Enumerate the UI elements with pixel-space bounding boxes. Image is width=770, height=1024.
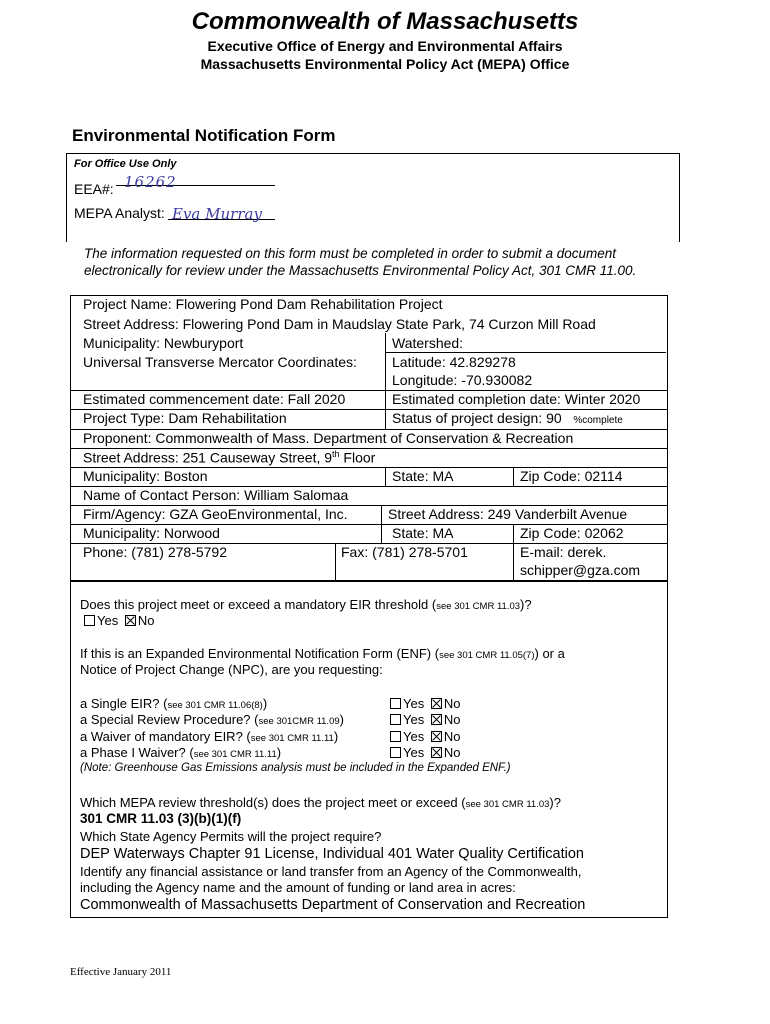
grid-divider: [385, 467, 386, 486]
single-eir-ref: see 301 CMR 11.06(8): [167, 700, 263, 711]
proponent-street-superscript: th: [332, 449, 340, 459]
proponent-street-floor: Floor: [339, 449, 376, 466]
waiver-paren: ): [333, 729, 339, 744]
eir-question: [80, 597, 532, 612]
proponent-street-address[interactable]: [83, 449, 375, 466]
phase1-no-label: No: [443, 745, 461, 760]
firm-state[interactable]: State: MA: [392, 525, 454, 541]
financial-answer[interactable]: Commonwealth of Massachusetts Department of Conservation and Recreation: [80, 897, 586, 913]
eir-no-label: No: [137, 613, 155, 628]
proponent[interactable]: Proponent: Commonwealth of Mass. Department of Conservation & Recreation: [83, 430, 574, 446]
phase1-no-checkbox[interactable]: [431, 747, 442, 758]
project-longitude[interactable]: Longitude: -70.930082: [392, 372, 533, 388]
special-review-answer: [390, 712, 460, 727]
waiver-no-label: No: [443, 729, 461, 744]
enf-question-line-2: Notice of Project Change (NPC), are you requesting:: [80, 662, 383, 677]
waiver-ref: see 301 CMR 11.11: [250, 733, 334, 744]
enf-question-text: If this is an Expanded Environmental Notification Form (ENF) (: [80, 646, 440, 661]
phase1-yes-label: Yes: [403, 745, 425, 760]
commencement-date[interactable]: Estimated commencement date: Fall 2020: [83, 391, 346, 407]
email-line-2[interactable]: schipper@gza.com: [520, 562, 641, 578]
enf-question-ref: see 301 CMR 11.05(7): [439, 650, 535, 661]
grid-divider: [381, 505, 382, 543]
waiver-answer: [390, 729, 460, 744]
special-review-no-label: No: [443, 712, 461, 727]
grid-divider: [385, 352, 666, 353]
threshold-ref: see 301 CMR 11.03: [465, 799, 550, 810]
single-eir-yes-checkbox[interactable]: [390, 698, 401, 709]
single-eir-no-label: No: [443, 696, 461, 711]
contact-person[interactable]: Name of Contact Person: William Salomaa: [83, 487, 349, 503]
threshold-end: )?: [549, 795, 561, 810]
project-street-address[interactable]: Street Address: Flowering Pond Dam in Maudslay State Park, 74 Curzon Mill Road: [83, 316, 596, 332]
enf-question-line-1: [80, 646, 565, 661]
special-review-no-checkbox[interactable]: [431, 714, 442, 725]
waiver-yes-label: Yes: [403, 729, 425, 744]
phase1-yes-checkbox[interactable]: [390, 747, 401, 758]
footer-effective-date: Effective January 2011: [70, 966, 172, 978]
single-eir-paren: ): [262, 696, 268, 711]
permits-answer[interactable]: DEP Waterways Chapter 91 License, Individual 401 Water Quality Certification: [80, 846, 584, 862]
form-title: Environmental Notification Form: [72, 126, 336, 145]
firm-street-address[interactable]: Street Address: 249 Vanderbilt Avenue: [388, 506, 628, 522]
special-review-ref: see 301CMR 11.09: [258, 716, 340, 727]
threshold-text: Which MEPA review threshold(s) does the project meet or exceed (: [80, 795, 466, 810]
proponent-zip[interactable]: Zip Code: 02114: [520, 468, 623, 484]
threshold-question: [80, 795, 561, 810]
project-name[interactable]: Project Name: Flowering Pond Dam Rehabilitation Project: [83, 296, 443, 312]
waiver-question: [80, 729, 338, 744]
analyst-label: MEPA Analyst:: [74, 205, 165, 221]
single-eir-no-checkbox[interactable]: [431, 698, 442, 709]
phone[interactable]: Phone: (781) 278-5792: [83, 544, 227, 560]
intro-line-2: electronically for review under the Massachusetts Environmental Policy Act, 301 CMR 11.00.: [84, 263, 637, 278]
eir-question-ref: see 301 CMR 11.03: [436, 601, 521, 612]
single-eir-text: a Single EIR? (: [80, 696, 168, 711]
fax[interactable]: Fax: (781) 278-5701: [341, 544, 468, 560]
project-type[interactable]: Project Type: Dam Rehabilitation: [83, 410, 287, 426]
grid-divider: [335, 543, 336, 580]
grid-divider: [385, 333, 386, 429]
phase1-answer: [390, 745, 460, 760]
firm-agency[interactable]: Firm/Agency: GZA GeoEnvironmental, Inc.: [83, 506, 348, 522]
utm-label: Universal Transverse Mercator Coordinates:: [83, 354, 357, 370]
grid-divider: [513, 524, 514, 580]
grid-divider: [513, 467, 514, 486]
project-watershed[interactable]: Watershed:: [392, 335, 464, 351]
proponent-state[interactable]: State: MA: [392, 468, 454, 484]
threshold-answer[interactable]: 301 CMR 11.03 (3)(b)(1)(f): [80, 811, 242, 826]
financial-question-line-2: including the Agency name and the amount of funding or land area in acres:: [80, 880, 516, 895]
eir-question-end: )?: [520, 597, 532, 612]
proponent-municipality[interactable]: Municipality: Boston: [83, 468, 208, 484]
waiver-yes-checkbox[interactable]: [390, 731, 401, 742]
mepa-office-name: Massachusetts Environmental Policy Act (MEPA) Office: [200, 56, 570, 72]
enf-question-end: ) or a: [534, 646, 565, 661]
analyst-value[interactable]: Eva Murray: [172, 205, 262, 223]
project-municipality[interactable]: Municipality: Newburyport: [83, 335, 244, 351]
intro-line-1: The information requested on this form must be completed in order to submit a document: [84, 246, 617, 261]
eir-answer: [84, 613, 154, 628]
waiver-text: a Waiver of mandatory EIR? (: [80, 729, 251, 744]
financial-question-line-1: Identify any financial assistance or land transfer from an Agency of the Commonwealth,: [80, 864, 582, 879]
permits-question: Which State Agency Permits will the project require?: [80, 829, 382, 844]
design-status-unit: %complete: [573, 415, 623, 426]
firm-municipality[interactable]: Municipality: Norwood: [83, 525, 220, 541]
page-title: Commonwealth of Massachusetts: [191, 8, 579, 35]
project-latitude[interactable]: Latitude: 42.829278: [392, 354, 516, 370]
eir-yes-label: Yes: [97, 613, 119, 628]
special-review-yes-checkbox[interactable]: [390, 714, 401, 725]
phase1-ref: see 301 CMR 11.11: [193, 749, 277, 760]
email-line-1[interactable]: E-mail: derek.: [520, 544, 607, 560]
eea-value[interactable]: 16262: [124, 173, 177, 191]
special-review-yes-label: Yes: [403, 712, 425, 727]
phase1-paren: ): [276, 745, 282, 760]
ghg-note: (Note: Greenhouse Gas Emissions analysis must be included in the Expanded ENF.): [80, 762, 511, 774]
special-review-text: a Special Review Procedure? (: [80, 712, 259, 727]
design-status-value: Status of project design: 90: [392, 410, 562, 426]
single-eir-question: [80, 696, 267, 711]
special-review-question: [80, 712, 344, 727]
eir-no-checkbox[interactable]: [125, 615, 136, 626]
single-eir-yes-label: Yes: [403, 696, 425, 711]
eir-yes-checkbox[interactable]: [84, 615, 95, 626]
single-eir-answer: [390, 696, 460, 711]
firm-zip[interactable]: Zip Code: 02062: [520, 525, 624, 541]
eir-question-text: Does this project meet or exceed a mandatory EIR threshold (: [80, 597, 437, 612]
waiver-no-checkbox[interactable]: [431, 731, 442, 742]
office-name: Executive Office of Energy and Environmental Affairs: [207, 38, 563, 54]
phase1-text: a Phase I Waiver? (: [80, 745, 194, 760]
eea-label: EEA#:: [74, 181, 114, 197]
special-review-paren: ): [339, 712, 344, 727]
phase1-question: [80, 745, 281, 760]
proponent-street-text: Street Address: 251 Causeway Street, 9: [83, 449, 333, 466]
completion-date[interactable]: Estimated completion date: Winter 2020: [392, 391, 641, 407]
design-status[interactable]: [392, 410, 623, 426]
office-use-label: For Office Use Only: [74, 158, 177, 170]
